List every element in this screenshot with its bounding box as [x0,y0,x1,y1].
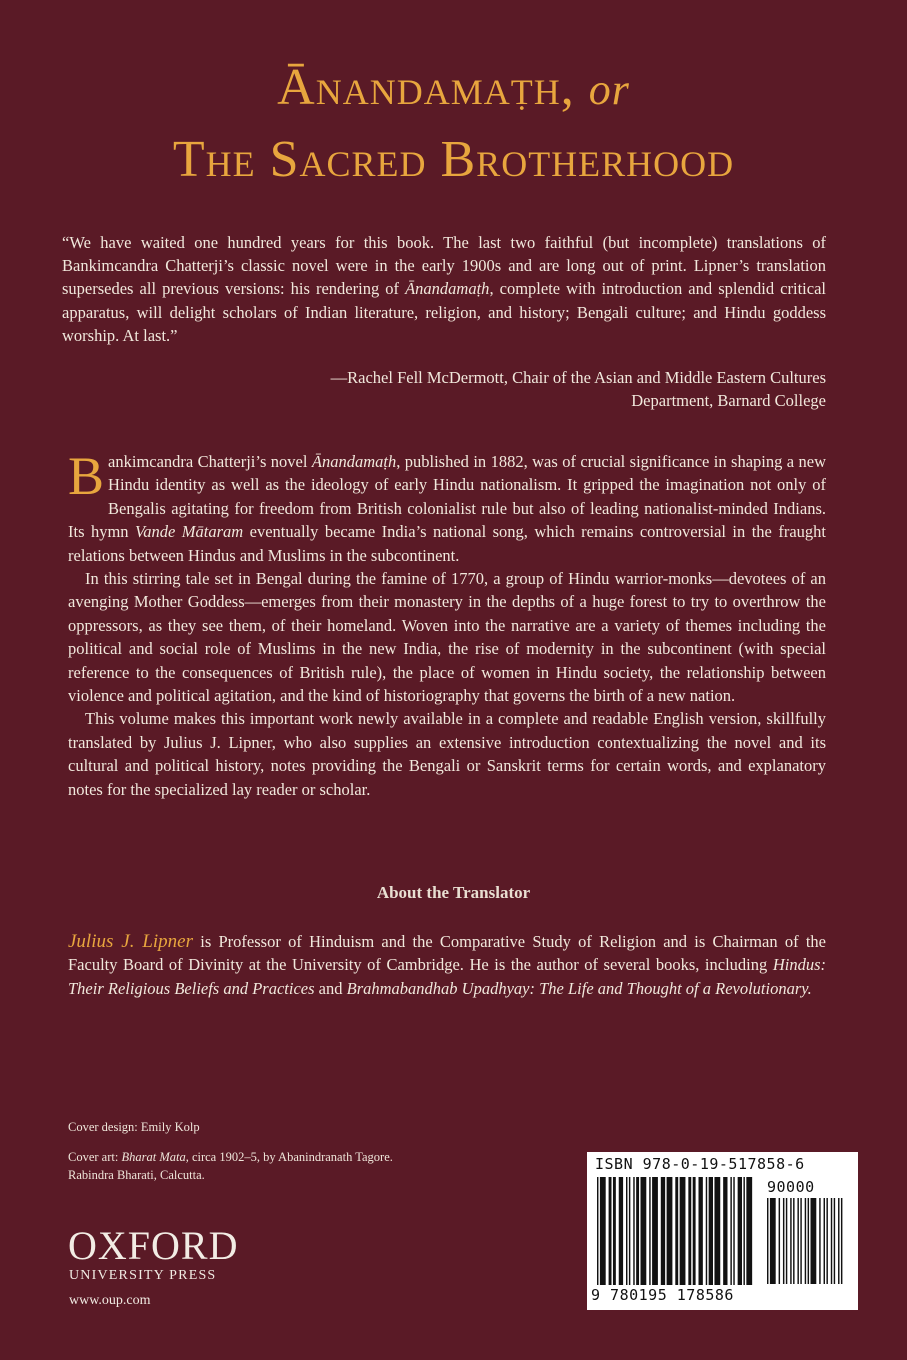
p1-hymn-title: Vande Mātaram [135,522,244,542]
bio-text-b: and [314,978,347,998]
barcode-bar [714,1177,720,1285]
barcode-bar [680,1177,686,1285]
description-paragraph-3: This volume makes this important work newly available in a complete and readable English version, skillfully translated by Julius J. Lipner, who also supplies an extensive introduction contextualizing the novel and its cultural and political history, notes providing the Bengali or Sanskrit terms for certain words, and explanatory notes for the specialized lay reader or scholar. [68,709,826,799]
barcode-bar [626,1177,627,1285]
cover-art-credit [68,1148,393,1184]
description-paragraph-1 [68,446,826,567]
barcode-bar [743,1177,744,1285]
quote-attribution [300,366,826,412]
cover-art-title: Bharat Mata [121,1150,186,1164]
publisher-logo-name: OXFORD [68,1223,239,1268]
translator-bio [68,930,826,1000]
barcode-bar [790,1198,791,1284]
cover-art-label: Cover art: [68,1150,122,1164]
title-or: or [588,65,630,114]
barcode-bar [649,1177,650,1285]
description-paragraph-2: In this stirring tale set in Bengal during the famine of 1770, a group of Hindu warrior-monks—devotees of an avenging Mother Goddess—emerges from their monastery in the depths of a huge forest to try to overthrow the oppressors, as they see them, of their homeland. Woven into the narrative are a variety of themes including the political and social role of Muslims in the new India, the rise of modernity in the subcontinent (with special reference to the consequences of British rule), the place of women in Hindu society, the relationship between violence and political agitation, and the kind of historiography that governs the birth of a new nation. [68,569,826,706]
barcode-bar [609,1177,612,1285]
barcode-bar [730,1177,731,1285]
barcode-bar [783,1198,784,1284]
p1-text-b: , published in 1882, was of crucial significance in shaping a new Hindu identity as well as the ideology of early Hindu nationalism. It gripped the imagination not only of Bengalis agitating for freedom from British colonialist rule but also of leading nationalist-minded Indians. Its hymn [68,452,826,542]
barcode-bar [652,1177,658,1285]
barcode-main-bars [597,1177,757,1287]
barcode-bar [797,1198,798,1284]
barcode-bar [709,1177,713,1285]
drop-cap: B [68,446,105,506]
attribution-line-2: Department, Barnard College [631,391,826,410]
barcode-bar [770,1198,776,1284]
title-main: Ānandamaṭh, [277,59,575,116]
barcode-bar [831,1198,832,1284]
barcode-bar [723,1177,727,1285]
p1-text-a: ankimcandra Chatterji’s novel [108,452,312,471]
barcode-bar [613,1177,616,1285]
barcode-bar [793,1198,794,1284]
barcode-bar [811,1198,817,1284]
barcode-bar [838,1198,839,1284]
barcode-bar [699,1177,703,1285]
p1-book-title: Ānandamaṭh [311,452,397,471]
barcode-bar [597,1177,598,1285]
barcode-bar [738,1177,742,1285]
publisher-subname: UNIVERSITY PRESS [69,1268,217,1283]
barcode-bar [800,1198,801,1284]
quote-text-a: “We have waited one hundred years for this book. The last two faithful (but incomplete) translations of Bankimcandra Chatterji’s classic novel were in the early 1900s and are long out of print. Lipner’s translation supersedes all previous versions: his rendering of [62,233,826,299]
about-translator-heading: About the Translator [376,883,531,902]
barcode-bar [786,1198,787,1284]
barcode-bar [834,1198,835,1284]
quote-book-title: Ānandamaṭh [405,279,490,299]
barcode-bar [819,1198,820,1284]
isbn-barcode [587,1152,858,1310]
ean-digits: 9 780195 178586 [591,1286,734,1304]
barcode-bar [661,1177,665,1285]
barcode-bar [706,1177,707,1285]
barcode-bar [675,1177,678,1285]
book-description [68,446,826,801]
barcode-bar [693,1177,696,1285]
title-line-2: The Sacred Brotherhood [172,131,735,188]
barcode-bar [808,1198,809,1284]
publisher-url: www.oup.com [69,1293,151,1308]
bio-text-a: is Professor of Hinduism and the Comparative Study of Religion and is Chairman of the Faculty Board of Divinity at the University of Cambridge. He is the author of several books, including [68,932,826,975]
barcode-bar [767,1198,768,1284]
attribution-line-1: —Rachel Fell McDermott, Chair of the Asian and Middle Eastern Cultures [330,368,826,387]
bio-book-2: Brahmabandhab Upadhyay: The Life and Thought of a Revolutionary. [346,978,812,998]
barcode-bar [667,1177,673,1285]
endorsement-quote [62,231,826,347]
barcode-addon-bars [767,1198,847,1286]
p1-text-c: eventually became India’s national song, which remains controversial in the fraught relations between Hindus and Muslims in the subcontinent. [68,522,826,565]
barcode-bar [805,1198,806,1284]
barcode-bar [641,1177,647,1285]
barcode-bar [779,1198,780,1284]
barcode-bar [824,1198,825,1284]
barcode-bar [619,1177,623,1285]
translator-name: Julius J. Lipner [68,931,193,952]
barcode-bar [688,1177,691,1285]
quote-text-b: , complete with introduction and splendid critical apparatus, will delight scholars of Indian literature, religion, and history; Bengali culture; and Hindu goddess worship. At last.” [62,279,826,345]
barcode-bar [746,1177,752,1285]
barcode-bar [826,1198,827,1284]
cover-art-line-2: Rabindra Bharati, Calcutta. [68,1168,205,1182]
barcode-bar [841,1198,842,1284]
price-code: 90000 [767,1178,815,1196]
barcode-bar [633,1177,634,1285]
barcode-bar [733,1177,734,1285]
barcode-bar [636,1177,639,1285]
barcode-bar [629,1177,630,1285]
bio-book-1: Hindus: Their Religious Beliefs and Practices [68,955,826,998]
isbn-number: ISBN 978-0-19-517858-6 [595,1155,805,1173]
barcode-bar [600,1177,606,1285]
title-line-1 [0,58,907,120]
cover-art-rest: , circa 1902–5, by Abanindranath Tagore. [185,1150,393,1164]
cover-design-credit: Cover design: Emily Kolp [68,1120,200,1134]
